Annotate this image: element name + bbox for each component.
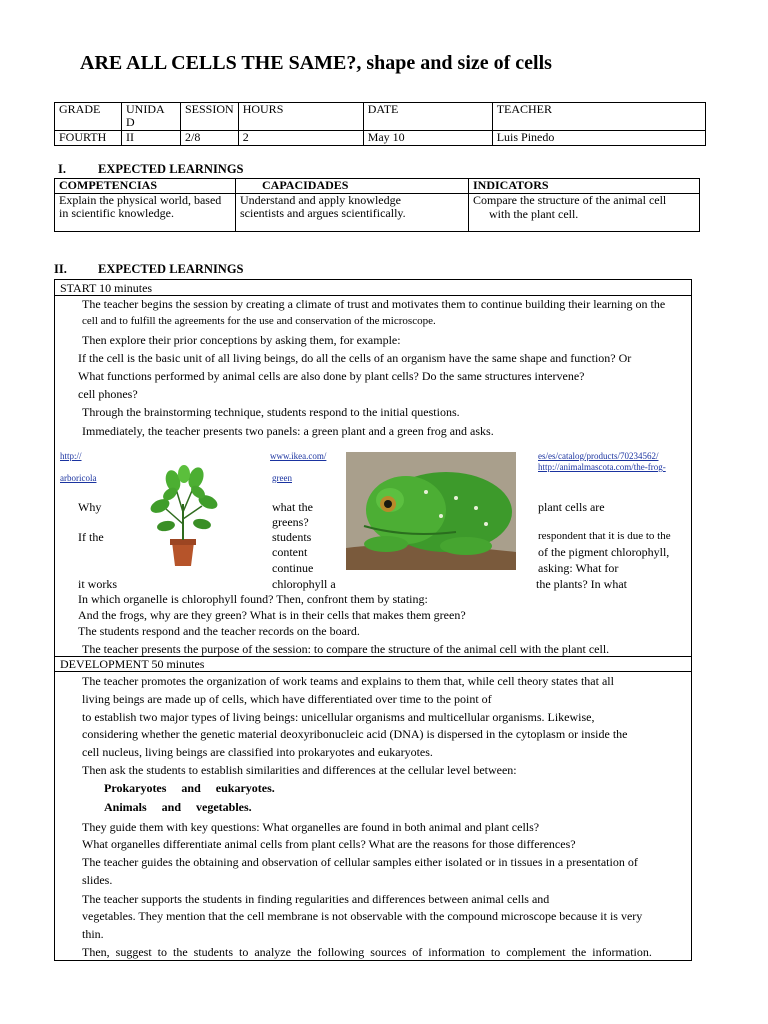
start-line: The teacher begins the session by creating a climate of trust and motivates them to continue building their learning on the — [82, 297, 666, 311]
header-grade: GRADE — [55, 103, 122, 131]
development-line: What organelles differentiate animal cells from plant cells? What are the reasons for those differences? — [82, 837, 576, 851]
start-line: cell phones? — [78, 387, 138, 401]
session-info-table — [54, 102, 706, 146]
development-line: to establish two major types of living beings: unicellular organisms and multicellular organisms. Likewise, — [82, 710, 595, 724]
col-competencias: COMPETENCIAS — [55, 179, 236, 194]
header-unidad: UNIDA D — [122, 103, 181, 131]
header-hours: HOURS — [238, 103, 363, 131]
value-unidad: II — [122, 131, 181, 146]
fragment-text: asking: What for — [538, 561, 619, 575]
start-line: And the frogs, why are they green? What is in their cells that makes them green? — [78, 608, 466, 622]
image-link[interactable]: http:// — [60, 451, 82, 461]
image-link[interactable]: es/es/catalog/products/70234562/ — [538, 451, 659, 461]
start-line: The teacher presents the purpose of the session: to compare the structure of the animal cell with the plant cell. — [82, 642, 610, 656]
development-line: Then, suggest to the students to analyze the following sources of information to complement the information. — [82, 945, 652, 959]
value-session: 2/8 — [181, 131, 239, 146]
comparison-item: Animals and vegetables. — [104, 800, 252, 814]
header-session: SESSION — [181, 103, 239, 131]
section2-number: II. — [54, 262, 67, 276]
development-line: The teacher promotes the organization of work teams and explains to them that, while cell theory states that all — [82, 674, 614, 688]
section2-title: EXPECTED LEARNINGS — [98, 262, 244, 276]
start-line: Then explore their prior conceptions by asking them, for example: — [82, 333, 401, 347]
start-label: START 10 minutes — [60, 281, 153, 295]
fragment-text: If the — [78, 530, 104, 544]
development-line: thin. — [82, 927, 104, 941]
comparison-item: Prokaryotes and eukaryotes. — [104, 781, 275, 795]
start-line: If the cell is the basic unit of all living beings, do all the cells of an organism have the same shape and function? Or — [78, 351, 632, 365]
fragment-text: students — [272, 530, 312, 544]
fragment-text: continue — [272, 561, 314, 575]
header-date: DATE — [363, 103, 492, 131]
col-capacidades: CAPACIDADES — [236, 179, 469, 194]
development-line: cell nucleus, living beings are classified into prokaryotes and eukaryotes. — [82, 745, 433, 759]
expected-learnings-table — [54, 178, 700, 232]
section1-title: EXPECTED LEARNINGS — [98, 162, 244, 176]
value-grade: FOURTH — [55, 131, 122, 146]
development-line: They guide them with key questions: What organelles are found in both animal and plant cells? — [82, 820, 540, 834]
header-teacher: TEACHER — [492, 103, 705, 131]
start-line: The students respond and the teacher records on the board. — [78, 624, 360, 638]
development-line: considering whether the genetic material deoxyribonucleic acid (DNA) is dispersed in the cytoplasm or inside the — [82, 727, 628, 741]
image-link[interactable]: http://animalmascota.com/the-frog- — [538, 462, 666, 472]
start-line: Immediately, the teacher presents two panels: a green plant and a green frog and asks. — [82, 424, 494, 438]
value-date: May 10 — [363, 131, 492, 146]
start-line: In which organelle is chlorophyll found? Then, confront them by stating: — [78, 592, 428, 606]
fragment-text: of the pigment chlorophyll, — [538, 545, 670, 559]
fragment-text: it works — [78, 577, 117, 591]
fragment-text: content — [272, 545, 308, 559]
fragment-text: what the — [272, 500, 313, 514]
development-line: vegetables. They mention that the cell membrane is not observable with the compound microscope because it is very — [82, 909, 643, 923]
indicator-line: Compare the structure of the animal cell — [473, 193, 667, 207]
indicator-line: with the plant cell. — [489, 207, 579, 221]
development-label: DEVELOPMENT 50 minutes — [60, 657, 205, 671]
section1-number: I. — [58, 162, 66, 176]
image-link[interactable]: arboricola — [60, 473, 97, 483]
development-line: The teacher guides the obtaining and observation of cellular samples either isolated or in tissues in a presentation of — [82, 855, 638, 869]
development-line: The teacher supports the students in finding regularities and differences between animal cells and — [82, 892, 550, 906]
development-line: living beings are made up of cells, which have differentiated over time to the point of — [82, 692, 492, 706]
fragment-text: chlorophyll a — [272, 577, 336, 591]
competencias-cell — [55, 194, 236, 232]
green-frog-image — [346, 452, 516, 570]
fragment-text: respondent that it is due to the — [538, 530, 671, 542]
competencias-line: Explain the physical world, based — [59, 193, 222, 207]
page-title: ARE ALL CELLS THE SAME?, shape and size of cells — [80, 52, 552, 74]
competencias-line: in scientific knowledge. — [59, 206, 174, 220]
fragment-text: greens? — [272, 515, 309, 529]
capacidades-line: Understand and apply knowledge — [240, 193, 401, 207]
start-line: Through the brainstorming technique, students respond to the initial questions. — [82, 405, 460, 419]
development-line: slides. — [82, 873, 113, 887]
value-hours: 2 — [238, 131, 363, 146]
fragment-text: the plants? In what — [536, 577, 627, 591]
image-link[interactable]: green — [272, 473, 292, 483]
capacidades-line: scientists and argues scientifically. — [240, 206, 406, 220]
fragment-text: Why — [78, 500, 102, 514]
capacidades-cell — [236, 194, 469, 232]
development-line: Then ask the students to establish similarities and differences at the cellular level between: — [82, 763, 517, 777]
indicators-cell — [469, 194, 700, 232]
value-teacher: Luis Pinedo — [492, 131, 705, 146]
image-link[interactable]: www.ikea.com/ — [270, 451, 327, 461]
fragment-text: plant cells are — [538, 500, 605, 514]
start-line: cell and to fulfill the agreements for the use and conservation of the microscope. — [82, 315, 436, 327]
potted-plant-image — [146, 464, 220, 568]
start-line: What functions performed by animal cells are also done by plant cells? Do the same structures intervene? — [78, 369, 585, 383]
col-indicators: INDICATORS — [469, 179, 700, 194]
